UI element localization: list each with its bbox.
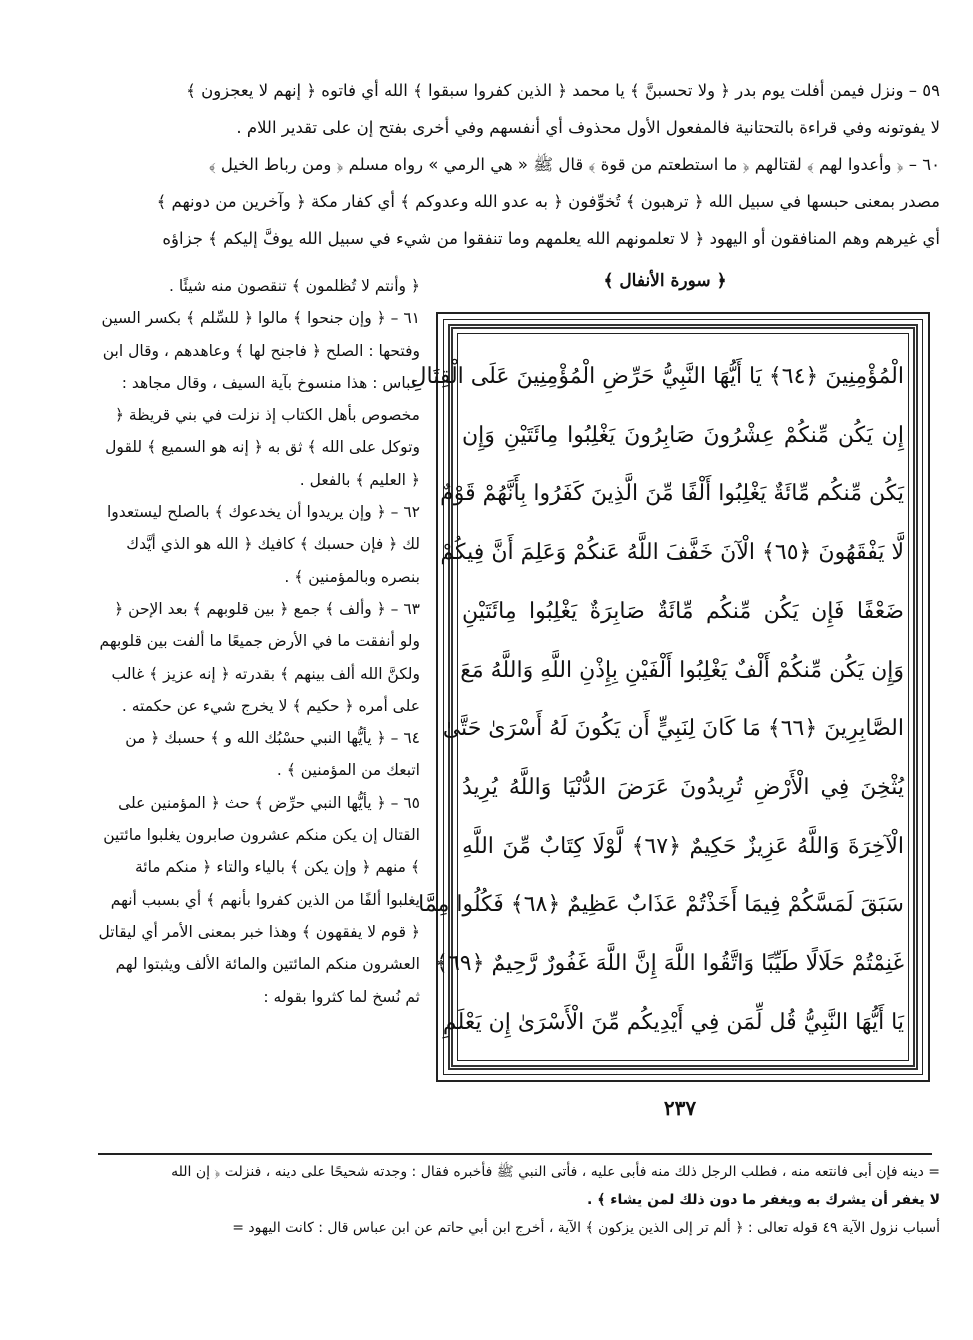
quran-line: لَّا يَفْقَهُونَ ﴿٦٥﴾ الْآنَ خَفَّفَ اللَّهُ عَنكُمْ وَعَلِمَ أَنَّ فِيكُمْ: [440, 540, 904, 566]
commentary-paragraph: ٦١ – ﴿ وإن جنحوا ﴾ مالوا ﴿ للسِّلم ﴾ بكسر السين وفتحها : الصلح ﴿ فاجنح لها ﴾ وعاهدهم ، وقال ابن عباس : هذا منسوخ بآية السيف ، وقال مجاهد : مخصوص بأهل الكتاب إذ نزلت في بني قريظة ﴿ وتوكل على الله ﴾ ثق به ﴿ إنه هو السميع ﴾ للقول ﴿ العليم ﴾ بالفعل .: [101, 309, 420, 489]
footnotes: [92, 1158, 940, 1242]
surah-title: ﴿ سورة الأنفال ﴾: [603, 271, 727, 291]
footnote-divider: [98, 1153, 932, 1155]
commentary-paragraph: ٦٢ – ﴿ وإن يريدوا أن يخدعوك ﴾ بالصلح ليستعدوا لك ﴿ فإن حسبك ﴾ كافيك ﴿ الله هو الذي أيَّدك بنصره وبالمؤمنين ﴾ .: [106, 503, 420, 586]
quran-line: يَكُن مِّنكُم مِّائَةٌ يَغْلِبُوا أَلْفًا مِّنَ الَّذِينَ كَفَرُوا بِأَنَّهُمْ قَوْمٌ: [440, 481, 904, 507]
quran-text: [410, 348, 904, 1052]
footnote-line: = دينه فإن أبى فانتعه منه ، فطلب الرجل ذلك منه فأبى عليه ، فأتى النبي ﷺ فأخبره فقال : وجدته شحيحًا على دينه ، فنزلت ﴿ إن الله: [171, 1164, 940, 1180]
commentary-paragraph: ٦٣ – ﴿ وألف ﴾ جمع ﴿ بين قلوبهم ﴾ بعد الإحن ﴿ ولو أنفقت ما في الأرض جميعًا ما ألفت بين قلوبهم ولكنَّ الله ألف بينهم ﴾ بقدرته ﴿ إنه عزيز ﴾ غالب على أمره ﴿ حكيم ﴾ لا يخرج شيء عن حكمته .: [99, 599, 420, 715]
commentary-line: لا يفوتونه وفي قراءة بالتحتانية فالمفعول الأول محذوف أي أنفسهم وفي أخرى بفتح إن على تقدير اللام .: [236, 118, 940, 137]
quran-line: الْآخِرَةَ وَاللَّهُ عَزِيزٌ حَكِيمٌ ﴿٦٧﴾ لَّوْلَا كِتَابٌ مِّنَ اللَّهِ: [462, 833, 904, 859]
quran-line: يُثْخِنَ فِي الْأَرْضِ تُرِيدُونَ عَرَضَ الدُّنْيَا وَاللَّهُ يُرِيدُ: [462, 774, 904, 800]
commentary-line: مصدر بمعنى حبسها في سبيل الله ﴿ ترهبون ﴾ تُخوِّفون ﴿ به عدو الله وعدوكم ﴾ أي كفار مكة ﴿ وآخرين من دونهم ﴾: [156, 192, 940, 211]
quran-line: غَنِمْتُمْ حَلَالًا طَيِّبًا وَاتَّقُوا اللَّهَ إِنَّ اللَّهَ غَفُورٌ رَّحِيمٌ ﴿٦٩﴾: [435, 951, 904, 977]
quran-line: ضَعْفًا فَإِن يَكُن مِّنكُم مِّائَةٌ صَابِرَةٌ يَغْلِبُوا مِائَتَيْنِ: [462, 598, 904, 624]
quran-line: وَإِن يَكُن مِّنكُمْ أَلْفٌ يَغْلِبُوا أَلْفَيْنِ بِإِذْنِ اللَّهِ وَاللَّهُ مَعَ: [460, 657, 904, 683]
page-number: ٢٣٧: [663, 1096, 697, 1120]
quran-line: الصَّابِرِينَ ﴿٦٦﴾ مَا كَانَ لِنَبِيٍّ أَن يَكُونَ لَهُ أَسْرَىٰ حَتَّىٰ: [442, 716, 904, 742]
quran-line: إِن يَكُن مِّنكُمْ عِشْرُونَ صَابِرُونَ يَغْلِبُوا مِائَتَيْنِ وَإِن: [462, 422, 904, 448]
commentary-paragraph: ﴿ وأنتم لا تُظلمون ﴾ تنقصون منه شيئًا .: [169, 277, 420, 295]
left-commentary-column: [98, 270, 420, 1013]
commentary-paragraph: ٦٥ – ﴿ يأيُّها النبي حرِّض ﴾ حث ﴿ المؤمنين على القتال إن يكن منكم عشرون صابرون يغلبوا مائتين ﴾ منهم ﴿ وإن يكن ﴾ بالياء والتاء ﴿ منكم مائة يغلبوا ألفًا من الذين كفروا بأنهم ﴾ أي بسبب أنهم ﴿ قوم لا يفقهون ﴾ وهذا خبر بمعنى الأمر أي ليقاتل العشرون منكم المائتين والمائة الألف ويثبتوا لهم ثم نُسخ لما كثروا بقوله :: [98, 793, 420, 1006]
quran-line: الْمُؤْمِنِينَ ﴿٦٤﴾ يَا أَيُّهَا النَّبِيُّ حَرِّضِ الْمُؤْمِنِينَ عَلَى الْقِتَالِ: [410, 364, 904, 389]
top-commentary: [92, 72, 940, 257]
footnote-line: لا يغفر أن يشرك به ويغفر ما دون ذلك لمن يشاء ﴾ .: [587, 1192, 940, 1208]
commentary-line: أي غيرهم وهم المنافقون أو اليهود ﴿ لا تعلمونهم الله يعلمهم وما تنفقوا من شيء في سبيل الله يوفَّ إليكم ﴾ جزاؤه: [162, 229, 940, 248]
quran-line: سَبَقَ لَمَسَّكُمْ فِيمَا أَخَذْتُمْ عَذَابٌ عَظِيمٌ ﴿٦٨﴾ فَكُلُوا مِمَّا: [418, 892, 904, 918]
commentary-line: ٦٠ – ﴿ وأعدوا لهم ﴾ لقتالهم ﴿ ما استطعتم من قوة ﴾ قال ﷺ « هي الرمي » رواه مسلم ﴿ ومن رباط الخيل ﴾: [208, 155, 940, 174]
footnote-line: أسباب نزول الآية ٤٩ قوله تعالى : ﴿ ألم تر إلى الذين يزكون ﴾ الآية ، أخرج ابن أبي حاتم عن ابن عباس قال : كانت اليهود =: [232, 1220, 940, 1236]
commentary-line: ٥٩ – ونزل فيمن أفلت يوم بدر ﴿ ولا تحسبنَّ ﴾ يا محمد ﴿ الذين كفروا سبقوا ﴾ الله أي فاتوه ﴿ إنهم لا يعجزون ﴾: [186, 81, 940, 100]
quran-line: يَا أَيُّهَا النَّبِيُّ قُل لِّمَن فِي أَيْدِيكُم مِّنَ الْأَسْرَىٰ إِن يَعْلَمِ: [442, 1009, 904, 1035]
commentary-paragraph: ٦٤ – ﴿ يأيُّها النبي حسْبُك الله و ﴾ حسبك ﴿ من اتبعك من المؤمنين ﴾ .: [125, 729, 420, 780]
